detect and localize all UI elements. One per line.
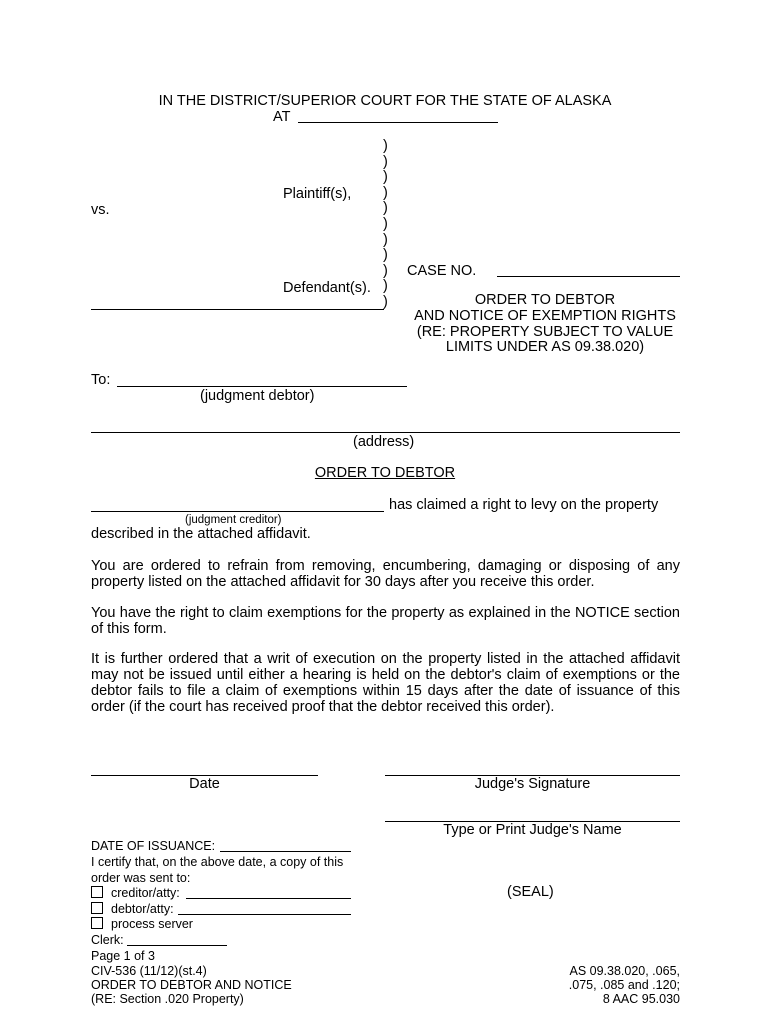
judge-name-label: Type or Print Judge's Name xyxy=(443,822,622,838)
clerk-label: Clerk: xyxy=(91,933,124,947)
form-number: CIV-536 (11/12)(st.4) xyxy=(91,964,207,978)
order-heading: ORDER TO DEBTOR xyxy=(314,465,456,481)
creditor-checkbox[interactable] xyxy=(91,886,103,898)
page-number: Page 1 of 3 xyxy=(91,949,155,963)
certify-line-1: I certify that, on the above date, a copy of this xyxy=(91,855,344,869)
debtor-checkbox[interactable] xyxy=(91,902,103,914)
statute-line-3: 8 AAC 95.030 xyxy=(602,992,680,1006)
court-title: IN THE DISTRICT/SUPERIOR COURT FOR THE STATE OF ALASKA xyxy=(158,93,612,109)
form-subtitle: (RE: Section .020 Property) xyxy=(91,992,244,1006)
paragraph-right: You have the right to claim exemptions for the property as explained in the NOTICE section of this form. xyxy=(91,605,680,637)
caption-parentheses: ) ) ) ) ) ) ) ) ) ) ) xyxy=(383,138,388,310)
to-label: To: xyxy=(91,372,111,388)
date-label: Date xyxy=(189,776,220,792)
case-no-label: CASE NO. xyxy=(407,263,477,279)
paragraph-refrain: You are ordered to refrain from removing, encumbering, damaging or disposing of any property listed on the attached affidavit for 30 days after you receive this order. xyxy=(91,558,680,590)
judgment-debtor-field[interactable] xyxy=(117,386,407,387)
recipient-creditor: creditor/atty: xyxy=(91,886,180,900)
statute-line-1: AS 09.38.020, .065, xyxy=(569,964,680,978)
statute-line-2: .075, .085 and .120; xyxy=(568,978,680,992)
debtor-field[interactable] xyxy=(178,914,351,915)
vs-label: vs. xyxy=(91,202,110,218)
at-label: AT xyxy=(273,109,291,125)
clerk-field[interactable] xyxy=(127,945,227,946)
plaintiff-label: Plaintiff(s), xyxy=(283,186,352,202)
defendant-name-field[interactable] xyxy=(91,309,384,310)
seal-label: (SEAL) xyxy=(507,884,554,900)
recipient-process-server: process server xyxy=(91,917,193,931)
case-number-field[interactable] xyxy=(497,276,680,277)
creditor-field[interactable] xyxy=(186,898,351,899)
certify-line-2: order was sent to: xyxy=(91,871,191,885)
court-location-field[interactable] xyxy=(298,122,498,123)
judgment-creditor-field[interactable] xyxy=(91,511,384,512)
document-title: ORDER TO DEBTOR AND NOTICE OF EXEMPTION RIGHTS (RE: PROPERTY SUBJECT TO VALUE LIMITS UNDER AS 09.38.020) xyxy=(414,292,676,356)
judge-signature-label: Judge's Signature xyxy=(474,776,591,792)
date-of-issuance-label: DATE OF ISSUANCE: xyxy=(91,839,216,853)
defendant-label: Defendant(s). xyxy=(283,280,371,296)
date-of-issuance-field[interactable] xyxy=(220,851,351,852)
claim-text: has claimed a right to levy on the property xyxy=(389,497,659,513)
recipient-debtor: debtor/atty: xyxy=(91,902,174,916)
address-caption: (address) xyxy=(353,434,415,450)
judgment-creditor-caption: (judgment creditor) xyxy=(185,514,282,526)
judgment-debtor-caption: (judgment debtor) xyxy=(200,388,315,404)
paragraph-further: It is further ordered that a writ of execution on the property listed in the attached affidavit may not be issued until either a hearing is held on the debtor's claim of exemptions or the debtor fails to file a claim of exemptions within 15 days after the date of issuance of this order (if the court has received proof that the debtor received this order). xyxy=(91,651,680,715)
described-text: described in the attached affidavit. xyxy=(91,526,311,542)
form-title: ORDER TO DEBTOR AND NOTICE xyxy=(91,978,292,992)
process-server-checkbox[interactable] xyxy=(91,917,103,929)
address-field[interactable] xyxy=(91,432,680,433)
